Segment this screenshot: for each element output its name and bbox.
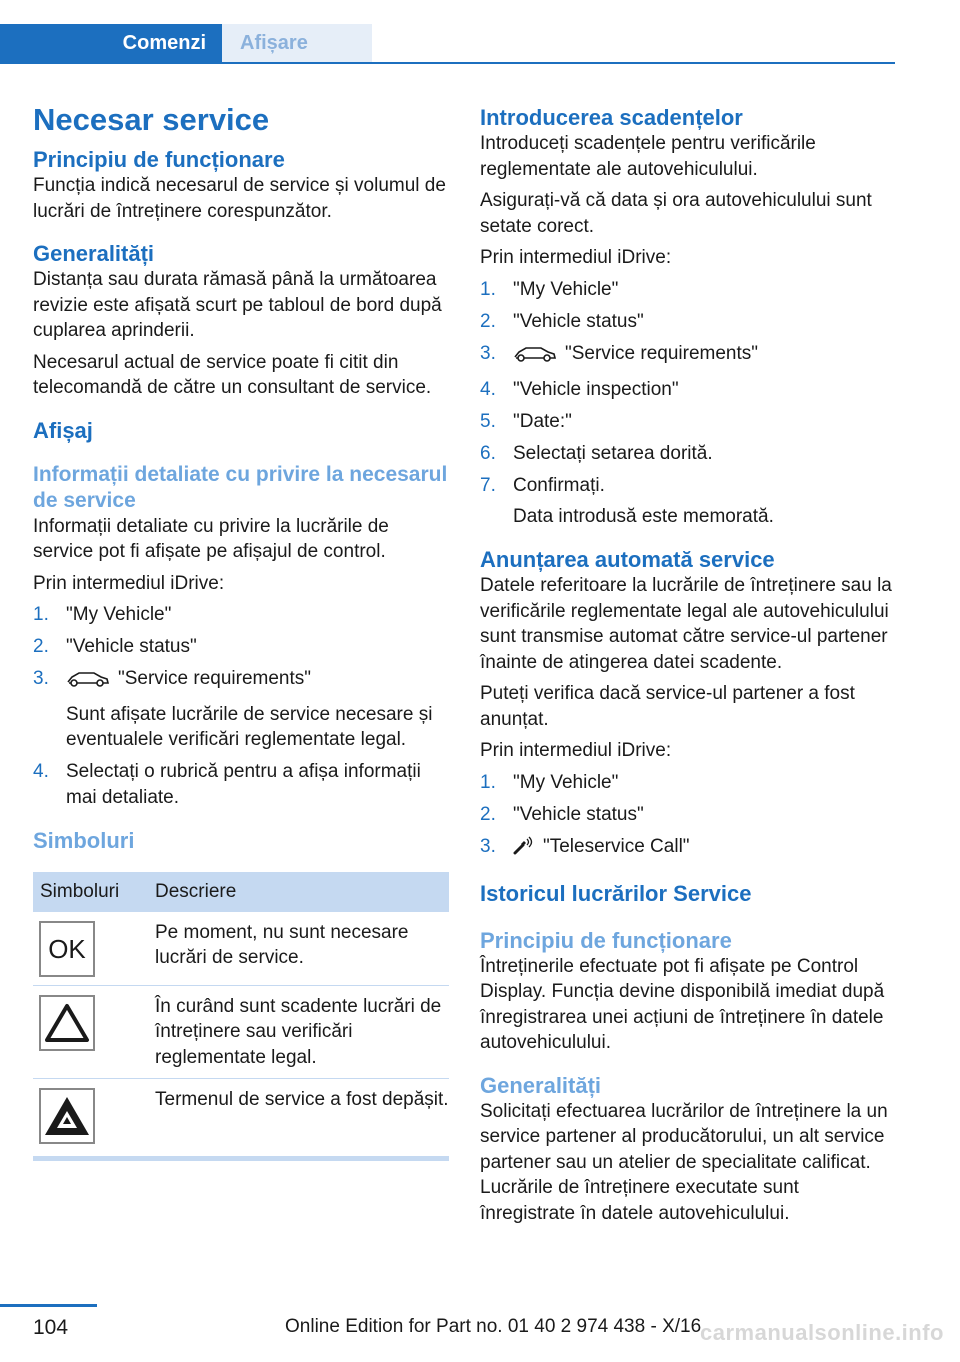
heading-informatii-detaliate: Informații detaliate cu privire la necesarul de service xyxy=(33,462,448,512)
heading-principiu-functionare: Principiu de funcționare xyxy=(480,927,732,953)
column-header: Simboluri xyxy=(33,872,147,912)
steps-list xyxy=(480,277,895,530)
chapter-tabbar xyxy=(0,24,895,64)
paragraph: Solicitați efectuarea lucrărilor de întreținere la un service partener al producătorului, un alt service partener sau un atelier de specialitate calificat. Lucrările de întreținere executate sunt înregistrate în datele autovehiculului. xyxy=(480,1100,888,1224)
ok-symbol-icon xyxy=(39,921,95,977)
paragraph: Datele referitoare la lucrările de întreținere sau la verificările reglementate legal ale autovehiculului sunt transmise automat către service-ul partener înainte de atingerea datei scadente. xyxy=(480,575,892,673)
column-header: Descriere xyxy=(147,872,449,912)
list-item: 1. "My Vehicle" xyxy=(480,278,619,300)
paragraph: Prin intermediul iDrive: xyxy=(33,572,225,594)
right-column xyxy=(480,104,895,1232)
list-item: 1. "My Vehicle" xyxy=(480,771,619,793)
heading-generalitati: Generalități xyxy=(480,1072,602,1098)
heading-introducerea-scadentelor: Introducerea scadențelor xyxy=(480,105,743,130)
edition-footer: Online Edition for Part no. 01 40 2 974 438 - X/16 xyxy=(285,1316,702,1337)
paragraph: Puteți verifica dacă service-ul partener a fost anunțat. xyxy=(480,683,855,730)
list-item: 4. Selectați o rubrică pentru a afișa informații mai detaliate. xyxy=(33,761,421,808)
paragraph: Distanța sau durata rămasă până la următoarea revizie este afișată scurt pe tabloul de bord după cuplarea aprinderii. xyxy=(33,269,442,341)
list-item: 7. Confirmați. Data introdusă este memorată. xyxy=(480,474,774,527)
paragraph: Asigurați-vă că data și ora autovehiculului sunt setate corect. xyxy=(480,190,872,237)
list-item: 2. "Vehicle status" xyxy=(33,636,197,657)
list-item: 2. "Vehicle status" xyxy=(480,310,644,332)
car-service-icon xyxy=(66,668,110,696)
list-item: 3. "Service requirements" Sunt afișate lucrările de service necesare și eventualele verificări reglementate legal. xyxy=(33,668,433,750)
list-item: 1. "My Vehicle" xyxy=(33,604,172,625)
heading-anuntarea-automata: Anunțarea automată service xyxy=(480,547,775,572)
paragraph: Prin intermediul iDrive: xyxy=(480,740,672,761)
watermark: carmanualsonline.info xyxy=(700,1320,944,1345)
list-item: 2. "Vehicle status" xyxy=(480,803,644,825)
heading-istoricul-lucrarilor: Istoricul lucrărilor Service xyxy=(480,880,752,906)
teleservice-wrench-icon xyxy=(513,836,535,864)
left-column xyxy=(33,96,449,1161)
heading-generalitati: Generalități xyxy=(33,241,155,266)
svg-text:OK: OK xyxy=(48,933,86,964)
list-item: 3. "Service requirements" xyxy=(480,341,895,371)
table-cell: Pe moment, nu sunt necesare lucrări de service. xyxy=(147,912,449,986)
paragraph: Întreținerile efectuate pot fi afișate pe Control Display. Funcția devine disponibilă imediat după înregistrarea unei acțiuni de întreținere în datele autovehiculului. xyxy=(480,955,885,1053)
steps-list xyxy=(480,770,895,864)
table-header xyxy=(33,872,449,912)
paragraph: Informații detaliate cu privire la lucrările de service pot fi afișate pe afișajul de control. xyxy=(33,515,389,562)
car-service-icon xyxy=(513,343,557,371)
warning-triangle-outline-icon xyxy=(39,995,95,1051)
warning-triangle-filled-icon xyxy=(39,1088,95,1144)
tab-afisare[interactable]: Afișare xyxy=(222,24,372,62)
heading-afisaj: Afișaj xyxy=(33,417,93,443)
page-number: 104 xyxy=(33,1316,69,1339)
table-end-rule xyxy=(33,1156,449,1161)
table-row xyxy=(33,985,449,1079)
paragraph: Necesarul actual de service poate fi citit din telecomandă de către un consultant de service. xyxy=(33,351,432,398)
paragraph: Funcția indică necesarul de service și volumul de lucrări de întreținere corespunzător. xyxy=(33,175,446,222)
list-item: 5. "Date:" xyxy=(480,410,572,432)
list-item: 3. "Teleservice Call" xyxy=(480,834,895,864)
tab-comenzi[interactable]: Comenzi xyxy=(0,24,222,62)
symbols-table xyxy=(33,872,449,1153)
steps-list xyxy=(33,602,449,810)
heading-simboluri: Simboluri xyxy=(33,827,135,853)
table-row xyxy=(33,912,449,986)
list-item: 6. Selectați setarea dorită. xyxy=(480,442,713,464)
heading-principiu: Principiu de funcționare xyxy=(33,147,285,172)
table-cell: În curând sunt scadente lucrări de întreținere sau verificări reglementate legal. xyxy=(147,985,449,1079)
paragraph: Introduceți scadențele pentru verificările reglementate ale autovehiculului. xyxy=(480,133,816,180)
page-number-rule xyxy=(0,1304,97,1307)
list-item: 4. "Vehicle inspection" xyxy=(480,378,679,400)
paragraph: Prin intermediul iDrive: xyxy=(480,247,672,268)
table-cell: Termenul de service a fost depășit. xyxy=(155,1089,449,1110)
table-row xyxy=(33,1079,449,1153)
page-title: Necesar service xyxy=(33,102,270,137)
